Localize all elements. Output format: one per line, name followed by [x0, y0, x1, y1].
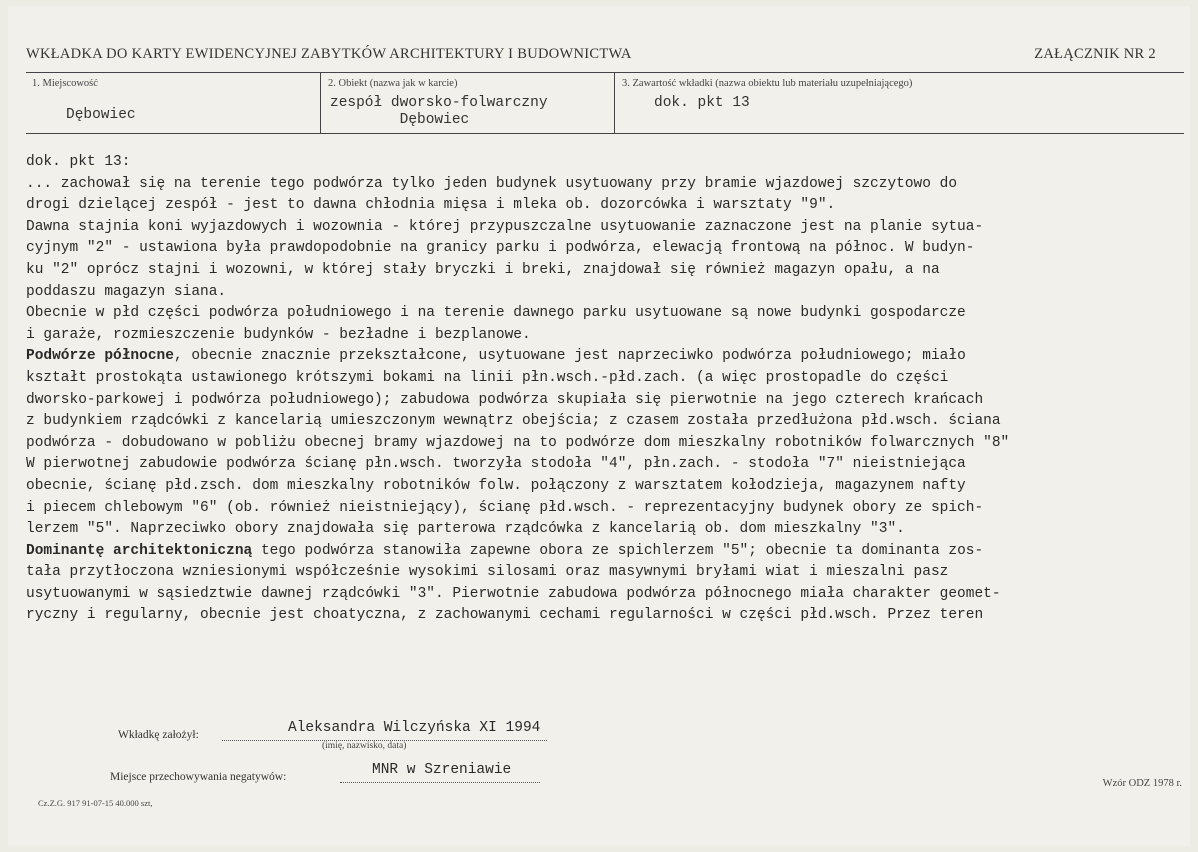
- bold-heading: Dominantę architektoniczną: [26, 542, 253, 559]
- body-line: Dominantę architektoniczną tego podwórza stanowiła zapewne obora ze spichlerzem "5"; obecnie ta dominanta zos-: [26, 542, 984, 559]
- body-line: dok. pkt 13:: [26, 154, 131, 170]
- fields-table: [26, 72, 1184, 134]
- body-line: ... zachował się na terenie tego podwórza tylko jeden budynek usytuowany przy bramie wjazdowej szczytowo do: [26, 175, 958, 192]
- print-info: Cz.Z.G. 917 91-07-15 40.000 szt,: [38, 798, 153, 808]
- document-title: WKŁADKA DO KARTY EWIDENCYJNEJ ZABYTKÓW ARCHITEKTURY I BUDOWNICTWA: [26, 46, 632, 62]
- body-line: z budynkiem rządcówki z kancelarią umieszczonym wewnątrz obejścia; z czasem została przedłużona płd.wsch. ściana: [26, 413, 1001, 430]
- founded-sublabel: (imię, nazwisko, data): [322, 741, 407, 751]
- body-line: drogi dzielącej zespół - jest to dawna chłodnia mięsa i mleka ob. dozorcówka i warsztaty "9".: [26, 197, 836, 214]
- field-locality: [26, 73, 321, 133]
- body-text: [26, 152, 1186, 627]
- body-line: lerzem "5". Naprzeciwko obory znajdowała się parterowa rządcówka z kancelarią ob. dom mieszkalny "3".: [26, 521, 905, 538]
- storage-label: Miejsce przechowywania negatywów:: [110, 771, 287, 783]
- field-contents-value: dok. pkt 13: [654, 95, 750, 111]
- body-line: i piecem chlebowym "6" (ob. również nieistniejący), ścianę płd.wsch. - reprezentacyjny budynek obory ze spich-: [26, 499, 984, 516]
- body-line: Obecnie w płd części podwórza południowego i na terenie dawnego parku usytuowane są nowe budynki gospodarcze: [26, 305, 966, 322]
- storage-dotted-line: [340, 782, 540, 783]
- founded-value: Aleksandra Wilczyńska XI 1994: [288, 720, 541, 736]
- body-line: tała przytłoczona wzniesionymi współcześnie wysokimi silosami oraz masywnymi bryłami wiat i mieszalni pasz: [26, 564, 949, 581]
- storage-value: MNR w Szreniawie: [372, 762, 512, 778]
- field-object-label: 2. Obiekt (nazwa jak w karcie): [328, 78, 458, 89]
- body-line: usytuowanymi w sąsiedztwie dawnej rządcówki "3". Pierwotnie zabudowa podwórza północnego miała charakter geomet-: [26, 585, 1001, 602]
- body-line: poddaszu magazyn siana.: [26, 283, 227, 300]
- body-line: cyjnym "2" - ustawiona była prawdopodobnie na granicy parku i podwórza, elewacją frontową na północ. W budyn-: [26, 240, 975, 257]
- body-line: i garaże, rozmieszczenie budynków - bezładne i bezplanowe.: [26, 326, 531, 343]
- body-line: kształt prostokąta ustawionego krótszymi bokami na linii płn.wsch.-płd.zach. (a więc prostopadle do części: [26, 369, 949, 386]
- template-note: Wzór ODZ 1978 r.: [1102, 778, 1182, 789]
- body-line: Podwórze północne, obecnie znacznie przekształcone, usytuowane jest naprzeciwko podwórza południowego; miało: [26, 348, 966, 365]
- field-object-value: zespół dworsko-folwarczny Dębowiec: [330, 95, 548, 128]
- bold-heading: Podwórze północne: [26, 348, 174, 365]
- field-contents-label: 3. Zawartość wkładki (nazwa obiektu lub materiału uzupełniającego): [622, 78, 913, 89]
- field-locality-value: Dębowiec: [66, 107, 136, 123]
- field-contents: [616, 73, 1176, 133]
- field-object: [322, 73, 615, 133]
- body-line: dworsko-parkowej i podwórza południowego); zabudowa podwórza skupiała się pierwotnie na jego czterech krańcach: [26, 391, 984, 408]
- body-line: Dawna stajnia koni wyjazdowych i wozownia - której przypuszczalne usytuowanie zaznaczone jest na planie sytua-: [26, 218, 984, 235]
- body-line: obecnie, ścianę płd.zsch. dom mieszkalny robotników folw. połączony z warsztatem kołodzieja, magazynem nafty: [26, 477, 966, 494]
- body-line: W pierwotnej zabudowie podwórza ścianę płn.wsch. tworzyła stodoła "4", płn.zach. - stodoła "7" nieistniejąca: [26, 456, 966, 473]
- body-line: podwórza - dobudowano w pobliżu obecnej bramy wjazdowej na to podwórze dom mieszkalny robotników folwarcznych "8": [26, 434, 1010, 451]
- founded-label: Wkładkę założył:: [118, 729, 199, 741]
- field-locality-label: 1. Miejscowość: [32, 78, 98, 89]
- body-line: ryczny i regularny, obecnie jest choatyczna, z zachowanymi cechami regularności w części płd.wsch. Przez teren: [26, 607, 984, 624]
- body-line: ku "2" oprócz stajni i wozowni, w której stały bryczki i breki, znajdował się również magazyn opału, a na: [26, 261, 940, 278]
- attachment-number: ZAŁĄCZNIK NR 2: [1034, 46, 1156, 62]
